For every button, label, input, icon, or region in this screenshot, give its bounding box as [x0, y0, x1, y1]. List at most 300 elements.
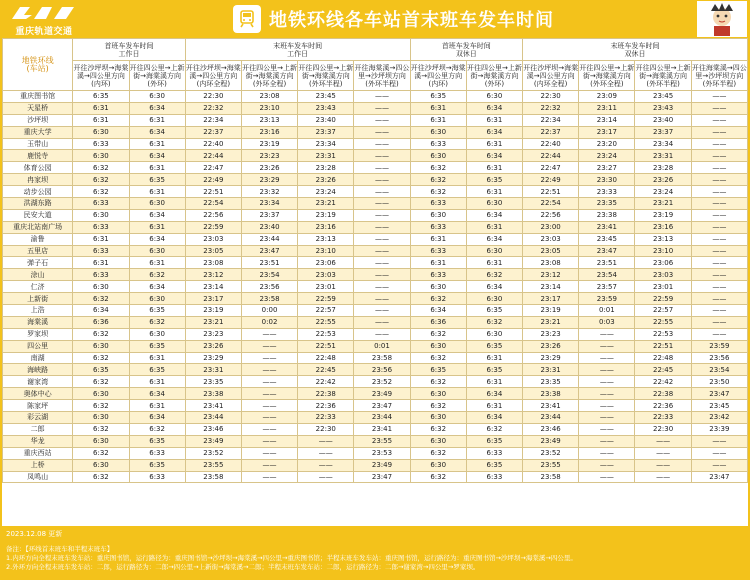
- direction-header: 开往四公里→上新街→海棠溪方向(外环全程): [241, 61, 297, 91]
- time-cell: 6:35: [129, 305, 185, 317]
- time-cell: 23:05: [523, 245, 579, 257]
- time-cell: 23:56: [691, 352, 747, 364]
- time-cell: ——: [354, 221, 410, 233]
- time-cell: 23:41: [523, 400, 579, 412]
- time-cell: 0:03: [579, 316, 635, 328]
- table-row: [3, 376, 748, 388]
- header: [0, 0, 750, 38]
- time-cell: 6:36: [73, 316, 129, 328]
- time-cell: 23:55: [523, 459, 579, 471]
- time-cell: ——: [354, 316, 410, 328]
- time-cell: 22:34: [523, 114, 579, 126]
- time-cell: 6:30: [466, 328, 522, 340]
- table-row: [3, 305, 748, 317]
- time-cell: 6:34: [73, 305, 129, 317]
- time-cell: 23:20: [579, 138, 635, 150]
- time-cell: 23:13: [241, 114, 297, 126]
- station-name: 上新街: [3, 293, 73, 305]
- station-name: 动步公园: [3, 186, 73, 198]
- station-header-line1: 地铁环线: [21, 55, 54, 65]
- time-cell: 6:34: [129, 126, 185, 138]
- time-cell: 23:40: [635, 114, 691, 126]
- time-cell: 23:13: [298, 233, 354, 245]
- time-cell: ——: [354, 245, 410, 257]
- table-row: [3, 186, 748, 198]
- time-cell: 23:16: [635, 221, 691, 233]
- time-cell: ——: [691, 459, 747, 471]
- time-cell: 6:30: [466, 91, 522, 103]
- time-cell: 23:29: [523, 352, 579, 364]
- station-name: 渝鲁: [3, 233, 73, 245]
- time-cell: 23:43: [635, 102, 691, 114]
- time-cell: 23:34: [241, 198, 297, 210]
- time-cell: 23:47: [579, 245, 635, 257]
- time-cell: ——: [354, 186, 410, 198]
- time-cell: ——: [691, 245, 747, 257]
- station-name: 重庆北站南广场: [3, 221, 73, 233]
- page-title: 地铁环线各车站首末班车发车时间: [269, 10, 554, 31]
- table-row: [3, 281, 748, 293]
- table-row: [3, 388, 748, 400]
- time-cell: 6:33: [466, 471, 522, 483]
- time-cell: 23:29: [241, 174, 297, 186]
- time-cell: ——: [635, 435, 691, 447]
- table-row: [3, 138, 748, 150]
- time-cell: ——: [579, 388, 635, 400]
- time-cell: 6:30: [410, 459, 466, 471]
- time-cell: 22:40: [523, 138, 579, 150]
- time-cell: 6:31: [129, 400, 185, 412]
- time-cell: 6:32: [410, 293, 466, 305]
- table-row: [3, 435, 748, 447]
- time-cell: 23:44: [185, 412, 241, 424]
- time-cell: 23:03: [523, 233, 579, 245]
- station-name: 沙坪坝: [3, 114, 73, 126]
- table-row: [3, 257, 748, 269]
- time-cell: 6:31: [129, 114, 185, 126]
- time-cell: 6:30: [410, 209, 466, 221]
- time-cell: ——: [354, 91, 410, 103]
- time-cell: 23:52: [523, 447, 579, 459]
- time-cell: ——: [354, 209, 410, 221]
- time-cell: 23:37: [298, 126, 354, 138]
- time-cell: 23:37: [241, 209, 297, 221]
- time-cell: 23:43: [298, 102, 354, 114]
- time-cell: 22:51: [185, 186, 241, 198]
- time-cell: 23:47: [691, 471, 747, 483]
- time-cell: ——: [241, 352, 297, 364]
- station-name: 上浩: [3, 305, 73, 317]
- time-cell: ——: [579, 459, 635, 471]
- station-name: 奥体中心: [3, 388, 73, 400]
- time-cell: ——: [579, 447, 635, 459]
- time-cell: 23:49: [523, 435, 579, 447]
- time-cell: 22:55: [298, 316, 354, 328]
- time-cell: 22:56: [185, 209, 241, 221]
- time-cell: 6:32: [410, 400, 466, 412]
- table-row: [3, 447, 748, 459]
- table-row: [3, 340, 748, 352]
- station-name: 天星桥: [3, 102, 73, 114]
- group-header-title: 末班车发车时间: [610, 41, 660, 50]
- table-row: [3, 150, 748, 162]
- time-cell: 6:34: [129, 233, 185, 245]
- time-cell: 23:50: [691, 376, 747, 388]
- schedule-table: [2, 38, 748, 483]
- time-cell: 6:35: [73, 364, 129, 376]
- time-cell: 23:21: [523, 316, 579, 328]
- subheader-row: [3, 61, 748, 91]
- time-cell: 22:34: [185, 114, 241, 126]
- time-cell: 23:17: [579, 126, 635, 138]
- time-cell: 22:49: [185, 174, 241, 186]
- time-cell: ——: [354, 198, 410, 210]
- time-cell: ——: [354, 305, 410, 317]
- time-cell: 23:41: [579, 221, 635, 233]
- group-header-weekend-first: [410, 39, 522, 61]
- time-cell: ——: [354, 114, 410, 126]
- time-cell: 6:32: [73, 352, 129, 364]
- table-row: [3, 293, 748, 305]
- time-cell: 23:44: [523, 412, 579, 424]
- time-cell: ——: [241, 412, 297, 424]
- time-cell: 22:42: [635, 376, 691, 388]
- time-cell: 23:31: [635, 150, 691, 162]
- time-cell: ——: [579, 376, 635, 388]
- time-cell: 22:47: [185, 162, 241, 174]
- time-cell: 23:19: [241, 138, 297, 150]
- station-name: 民安大道: [3, 209, 73, 221]
- table-row: [3, 126, 748, 138]
- time-cell: 6:30: [73, 209, 129, 221]
- time-cell: 6:32: [466, 269, 522, 281]
- time-cell: 23:01: [635, 281, 691, 293]
- time-cell: 6:30: [410, 412, 466, 424]
- time-cell: 23:40: [298, 114, 354, 126]
- time-cell: ——: [241, 447, 297, 459]
- time-cell: 22:37: [523, 126, 579, 138]
- time-cell: 23:14: [185, 281, 241, 293]
- station-name: 彩云湖: [3, 412, 73, 424]
- time-cell: 23:33: [579, 186, 635, 198]
- time-cell: 6:32: [73, 400, 129, 412]
- time-cell: 6:35: [129, 435, 185, 447]
- time-cell: 6:32: [73, 293, 129, 305]
- time-cell: 6:33: [73, 138, 129, 150]
- group-header-weekday-first: [73, 39, 185, 61]
- time-cell: 6:32: [410, 447, 466, 459]
- time-cell: ——: [241, 388, 297, 400]
- time-cell: 23:19: [185, 305, 241, 317]
- time-cell: ——: [241, 328, 297, 340]
- table-row: [3, 459, 748, 471]
- time-cell: 23:08: [241, 91, 297, 103]
- time-cell: 0:01: [579, 305, 635, 317]
- time-cell: ——: [241, 435, 297, 447]
- time-cell: 23:19: [523, 305, 579, 317]
- time-cell: 6:33: [73, 245, 129, 257]
- time-cell: 23:51: [579, 257, 635, 269]
- time-cell: 23:49: [185, 435, 241, 447]
- footer: [2, 526, 748, 580]
- time-cell: ——: [579, 423, 635, 435]
- station-column-header: [3, 39, 73, 91]
- time-cell: 23:51: [241, 257, 297, 269]
- time-cell: 23:41: [185, 400, 241, 412]
- time-cell: ——: [241, 340, 297, 352]
- time-cell: ——: [691, 150, 747, 162]
- time-cell: 6:32: [73, 423, 129, 435]
- time-cell: 23:30: [579, 174, 635, 186]
- station-name: 凤鸣山: [3, 471, 73, 483]
- time-cell: ——: [579, 471, 635, 483]
- time-cell: ——: [241, 400, 297, 412]
- time-cell: ——: [691, 293, 747, 305]
- time-cell: ——: [691, 233, 747, 245]
- time-cell: 6:31: [129, 376, 185, 388]
- time-cell: 23:34: [635, 138, 691, 150]
- time-cell: ——: [691, 114, 747, 126]
- table-row: [3, 269, 748, 281]
- time-cell: ——: [691, 102, 747, 114]
- time-cell: ——: [241, 376, 297, 388]
- time-cell: 22:56: [523, 209, 579, 221]
- time-cell: 23:06: [635, 257, 691, 269]
- time-cell: 23:47: [691, 388, 747, 400]
- time-cell: 23:21: [298, 198, 354, 210]
- table-row: [3, 102, 748, 114]
- group-header-subtitle: 双休日: [455, 49, 477, 58]
- station-name: 五里店: [3, 245, 73, 257]
- time-cell: 22:59: [635, 293, 691, 305]
- time-cell: 0:00: [241, 305, 297, 317]
- time-cell: 22:36: [298, 400, 354, 412]
- station-name: 重庆图书馆: [3, 91, 73, 103]
- time-cell: 6:32: [410, 174, 466, 186]
- time-cell: 22:51: [635, 340, 691, 352]
- time-cell: ——: [354, 293, 410, 305]
- time-cell: 23:52: [185, 447, 241, 459]
- time-cell: 23:35: [185, 376, 241, 388]
- time-cell: 22:30: [523, 91, 579, 103]
- time-cell: ——: [298, 447, 354, 459]
- table-row: [3, 114, 748, 126]
- time-cell: 6:31: [129, 138, 185, 150]
- time-cell: 6:32: [73, 328, 129, 340]
- time-cell: 23:24: [635, 186, 691, 198]
- table-row: [3, 91, 748, 103]
- time-cell: 23:31: [523, 364, 579, 376]
- time-cell: ——: [298, 471, 354, 483]
- time-cell: 23:26: [523, 340, 579, 352]
- metro-logo-icon: [8, 3, 78, 23]
- direction-header: 开往四公里→上新街→海棠溪方向(外环): [129, 61, 185, 91]
- time-cell: ——: [691, 257, 747, 269]
- time-cell: 6:31: [466, 376, 522, 388]
- time-cell: 23:17: [523, 293, 579, 305]
- time-cell: 22:57: [635, 305, 691, 317]
- table-row: [3, 423, 748, 435]
- time-cell: 6:32: [73, 447, 129, 459]
- time-cell: 6:30: [73, 412, 129, 424]
- station-name: 重庆西站: [3, 447, 73, 459]
- time-cell: 23:03: [298, 269, 354, 281]
- group-header-weekday-last: [185, 39, 410, 61]
- time-cell: 22:51: [298, 340, 354, 352]
- time-cell: 23:08: [185, 257, 241, 269]
- time-cell: 6:32: [466, 316, 522, 328]
- time-cell: 6:32: [410, 471, 466, 483]
- time-cell: 23:21: [185, 316, 241, 328]
- table-row: [3, 400, 748, 412]
- time-cell: ——: [691, 174, 747, 186]
- time-cell: 6:32: [410, 162, 466, 174]
- station-name: 海棠溪: [3, 316, 73, 328]
- time-cell: 23:55: [354, 435, 410, 447]
- time-cell: 6:32: [410, 328, 466, 340]
- table-row: [3, 162, 748, 174]
- time-cell: 6:33: [410, 221, 466, 233]
- time-cell: 6:34: [466, 281, 522, 293]
- time-cell: 22:32: [523, 102, 579, 114]
- time-cell: 6:32: [73, 376, 129, 388]
- time-cell: 23:31: [298, 150, 354, 162]
- time-cell: 23:01: [298, 281, 354, 293]
- time-cell: ——: [241, 459, 297, 471]
- time-cell: 6:34: [466, 233, 522, 245]
- time-cell: ——: [691, 91, 747, 103]
- time-cell: 6:35: [410, 364, 466, 376]
- time-cell: 6:33: [410, 198, 466, 210]
- time-cell: 6:33: [466, 447, 522, 459]
- table-row: [3, 233, 748, 245]
- time-cell: 6:30: [129, 328, 185, 340]
- station-name: 重庆大学: [3, 126, 73, 138]
- time-cell: 6:30: [73, 126, 129, 138]
- time-cell: ——: [579, 435, 635, 447]
- time-cell: 22:38: [298, 388, 354, 400]
- station-name: 涂山: [3, 269, 73, 281]
- station-name: 仁济: [3, 281, 73, 293]
- time-cell: 6:34: [129, 209, 185, 221]
- time-cell: 23:52: [354, 376, 410, 388]
- time-cell: 22:44: [523, 150, 579, 162]
- time-cell: 23:13: [635, 233, 691, 245]
- time-cell: 6:34: [466, 209, 522, 221]
- time-cell: 23:08: [523, 257, 579, 269]
- time-cell: 23:54: [241, 269, 297, 281]
- time-cell: 23:58: [241, 293, 297, 305]
- time-cell: 22:55: [635, 316, 691, 328]
- time-cell: 6:31: [73, 257, 129, 269]
- time-cell: 23:56: [354, 364, 410, 376]
- time-cell: 22:49: [523, 174, 579, 186]
- time-cell: 6:35: [129, 174, 185, 186]
- time-cell: 23:44: [354, 412, 410, 424]
- time-cell: 23:56: [241, 281, 297, 293]
- station-name: 海峡路: [3, 364, 73, 376]
- time-cell: ——: [691, 316, 747, 328]
- table-row: [3, 221, 748, 233]
- time-cell: 23:26: [298, 174, 354, 186]
- time-cell: ——: [298, 459, 354, 471]
- time-cell: 23:45: [579, 233, 635, 245]
- time-cell: 23:29: [185, 352, 241, 364]
- table-row: [3, 209, 748, 221]
- time-cell: ——: [579, 412, 635, 424]
- direction-header: 开往四公里→上新街→海棠溪方向(外环半程): [298, 61, 354, 91]
- time-cell: 23:05: [185, 245, 241, 257]
- time-cell: 6:31: [466, 186, 522, 198]
- time-cell: 6:32: [466, 423, 522, 435]
- time-cell: 23:34: [298, 138, 354, 150]
- time-cell: 23:23: [523, 328, 579, 340]
- schedule-table-wrap: [2, 38, 748, 526]
- time-cell: 23:12: [523, 269, 579, 281]
- time-cell: 6:31: [73, 114, 129, 126]
- time-cell: 22:48: [298, 352, 354, 364]
- time-cell: ——: [579, 364, 635, 376]
- time-cell: 22:33: [298, 412, 354, 424]
- time-cell: 6:35: [410, 91, 466, 103]
- note-1: 1.内环方向全程末班车发车站：重庆图书馆，运行路径为：重庆图书馆→沙坪坝→海棠溪→四公里→重庆图书馆；半程末班车发车站：重庆图书馆，运行路径为：重庆图书馆→沙坪坝→海棠溪→四公里。: [6, 554, 577, 562]
- time-cell: 23:57: [579, 281, 635, 293]
- time-cell: 6:34: [466, 150, 522, 162]
- time-cell: 6:31: [129, 257, 185, 269]
- time-cell: 23:37: [635, 126, 691, 138]
- time-cell: 23:40: [241, 221, 297, 233]
- time-cell: 6:30: [410, 388, 466, 400]
- time-cell: 23:45: [691, 400, 747, 412]
- time-cell: 22:53: [298, 328, 354, 340]
- station-name: 弹子石: [3, 257, 73, 269]
- time-cell: ——: [691, 209, 747, 221]
- time-cell: 22:54: [185, 198, 241, 210]
- time-cell: ——: [579, 328, 635, 340]
- time-cell: 23:12: [185, 269, 241, 281]
- time-cell: ——: [635, 447, 691, 459]
- direction-header: 开往四公里→上新街→海棠溪方向(外环半程): [635, 61, 691, 91]
- time-cell: ——: [354, 269, 410, 281]
- time-cell: ——: [579, 400, 635, 412]
- time-cell: 22:32: [185, 102, 241, 114]
- time-cell: ——: [691, 281, 747, 293]
- time-cell: 0:02: [241, 316, 297, 328]
- time-cell: ——: [691, 305, 747, 317]
- time-cell: 22:47: [523, 162, 579, 174]
- time-cell: 6:33: [129, 471, 185, 483]
- time-cell: 23:14: [523, 281, 579, 293]
- time-cell: 6:31: [129, 352, 185, 364]
- time-cell: 6:35: [129, 340, 185, 352]
- time-cell: 22:44: [185, 150, 241, 162]
- time-cell: 23:26: [635, 174, 691, 186]
- table-row: [3, 316, 748, 328]
- time-cell: ——: [354, 281, 410, 293]
- time-cell: 23:38: [523, 388, 579, 400]
- logo-text: 重庆轨道交通: [15, 27, 73, 37]
- time-cell: 23:23: [241, 150, 297, 162]
- time-cell: ——: [691, 221, 747, 233]
- time-cell: 6:31: [466, 352, 522, 364]
- time-cell: 6:30: [73, 281, 129, 293]
- time-cell: 22:53: [635, 328, 691, 340]
- group-header-title: 末班车发车时间: [273, 41, 323, 50]
- time-cell: 6:32: [73, 186, 129, 198]
- time-cell: 23:44: [241, 233, 297, 245]
- update-date: 2023.12.08 更新: [6, 530, 63, 538]
- station-name: 玉带山: [3, 138, 73, 150]
